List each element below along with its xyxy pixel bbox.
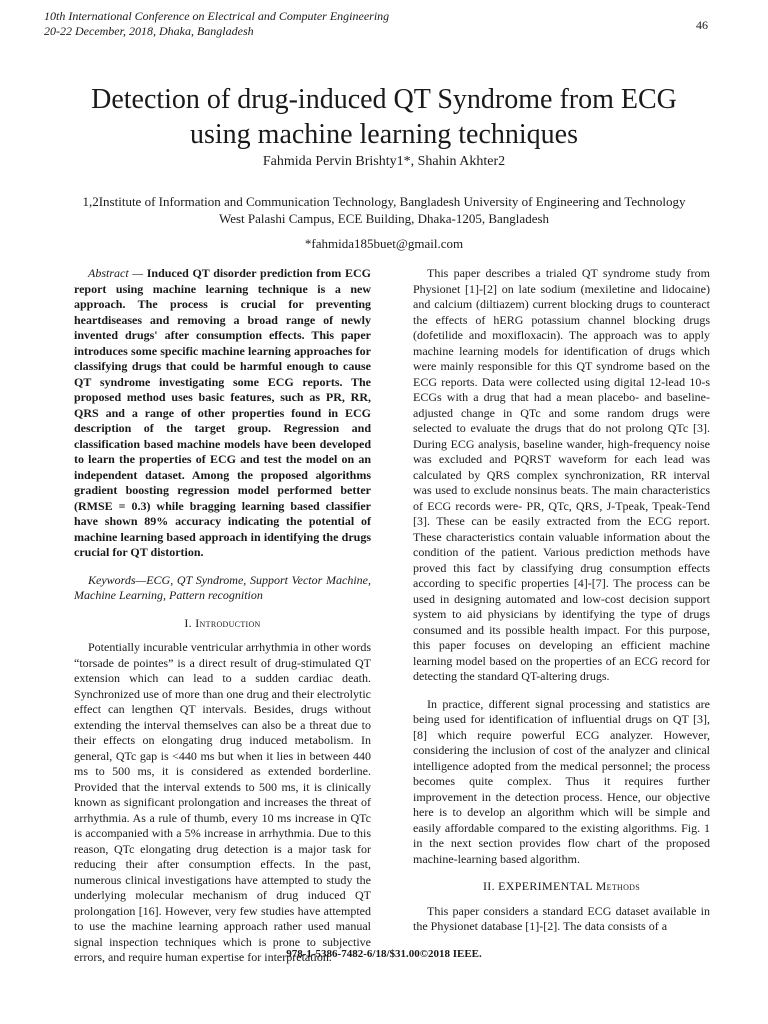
introduction-paragraph: Potentially incurable ventricular arrhythmia in other words “torsade de pointes” is a direct result of drug-stimulated QT extension which can lead to a sudden cardiac death. Synchronized use of more than one drug and their electrolytic effect can lengthen QT intervals. Besides, drugs without extending the interval themselves can also be a threat due to their effects on elongating drug induced metabolism. In general, QTc gap is <440 ms but when it lies in between 440 ms to 500 ms, it is considered as extended borderline. Provided that the interval extends to 500 ms, it is clinically known as significant prolongation and increases the threat of arrhythmia. As a rule of thumb, every 10 ms increase in QTc is accompanied with a 5% increase in arrhythmia. Due to this reason, QTc elongating drug detection is a major task for reducing their after consumption effects. In the past, numerous clinical investigations have attempted to study the underlying molecular mechanism of drug induced QT prolongation [16]. However, very few studies have attempted to use the machine learning approach rather used manual signal inspection techniques which is prone to subjective errors, and require human expertise for interpretation.: [74, 640, 371, 964]
copyright-footer: 978-1-5386-7482-6/18/$31.00©2018 IEEE.: [286, 948, 482, 960]
keywords: Keywords—ECG, QT Syndrome, Support Vector Machine, Machine Learning, Pattern recognition: [74, 572, 371, 602]
abstract-text: Induced QT disorder prediction from ECG report using machine learning technique is a new approach. The process is crucial for preventing heartdiseases and removing a broad range of newly invented drugs' after consumption effects. This paper introduces some specific machine learning approaches for classifying drugs that could be harmful enough to cause QT syndrome investigating some ECG reports. The proposed method uses basic features, such as PR, RR, QRS and a range of other properties found in ECG description of the target group. Regression and classification based machine models have been developed to learn the properties of ECG and test the model on an independent dataset. Among the proposed algorithms gradient boosting regression model performed better (RMSE = 0.3) while bragging learning based classifier have shown 89% accuracy indicating the potential of machine learning based approach in identifying the drugs crucial for QT distortion.: [74, 266, 371, 559]
left-column: [74, 266, 371, 966]
affiliation-line2: West Palashi Campus, ECE Building, Dhaka-1205, Bangladesh: [218, 211, 550, 226]
paper-title-line2: using machine learning techniques: [190, 119, 578, 150]
right-column: [413, 266, 710, 935]
paper-title-line1: Detection of drug-induced QT Syndrome from ECG: [91, 84, 677, 115]
body-paragraph-2: In practice, different signal processing and statistics are being used for identification of influential drugs on QT [3], [8] which require powerful ECG analyzer. However, considering the inclusion of cost of the analyzer and clinical intelligence adopted from the medical personnel; the process becomes quite complex. Thus it requires further improvement in the detection process. Hence, our objective here is to develop an algorithm which will be simple and easily affordable compared to the existing algorithms. Fig. 1 in the next section provides flow chart of the proposed machine-learning based algorithm.: [413, 696, 710, 866]
body-paragraph-3: This paper considers a standard ECG dataset available in the Physionet database [1]-[2]. The data consists of a: [413, 903, 710, 933]
page-number: 46: [696, 18, 708, 32]
abstract-label: Abstract —: [88, 266, 144, 280]
abstract: [74, 266, 371, 561]
paper-authors: Fahmida Pervin Brishty1*, Shahin Akhter2: [262, 154, 506, 169]
affiliation-line1: 1,2Institute of Information and Communication Technology, Bangladesh University of Engineering and Technology: [82, 194, 686, 209]
section-heading-methods: II. EXPERIMENTAL Methods: [482, 879, 640, 893]
conference-header: [44, 9, 389, 39]
conference-date-location: 20-22 December, 2018, Dhaka, Bangladesh: [44, 24, 254, 38]
paper-title: [40, 82, 728, 152]
conference-name: 10th International Conference on Electrical and Computer Engineering: [44, 9, 390, 23]
body-paragraph-1: This paper describes a trialed QT syndrome study from Physionet [1]-[2] on late sodium (mexiletine and lidocaine) and calcium (diltiazem) current blocking drugs to counteract the effects of hERG potassium channel blocking drugs (dofetilide and moxifloxacin). The approach was to apply machine learning models for identification of drugs which were mainly responsible for this QT syndrome based on the ECG reports. Data were collected using digital 12-lead 10-s ECGs with a drug that had a mean placebo- and baseline-adjusted change in QTc and some random drugs were selected to evaluate the drugs that do not prolong QTc [3]. During ECG analysis, baseline wander, high-frequency noise was excluded and PQRST waveform for each lead was calculated by QRS complex synchronization, RR interval was used to exclude nonsinus beats. The main characteristics of ECG records were- PR, QTc, QRS, J-Tpeak, Tpeak-Tend [3]. These can be easily extracted from the ECG report. These characteristics contain valuable information about the condition of the patient. Various prediction methods have proved this fact by classifying drug consumption effects according to specific properties [4]-[7]. The process can be used in designing automated and low-cost decision support system to aid physicians by identifying the type of drugs consumed and its possible health impact. For this purpose, this paper focuses on developing an efficient machine learning model based on the properties of an ECG record for detecting the standard QT-altering drugs.: [413, 266, 710, 683]
author-email: *fahmida185buet@gmail.com: [304, 236, 464, 251]
author-affiliation: [40, 193, 728, 227]
section-heading-introduction: I. Introduction: [184, 615, 261, 630]
